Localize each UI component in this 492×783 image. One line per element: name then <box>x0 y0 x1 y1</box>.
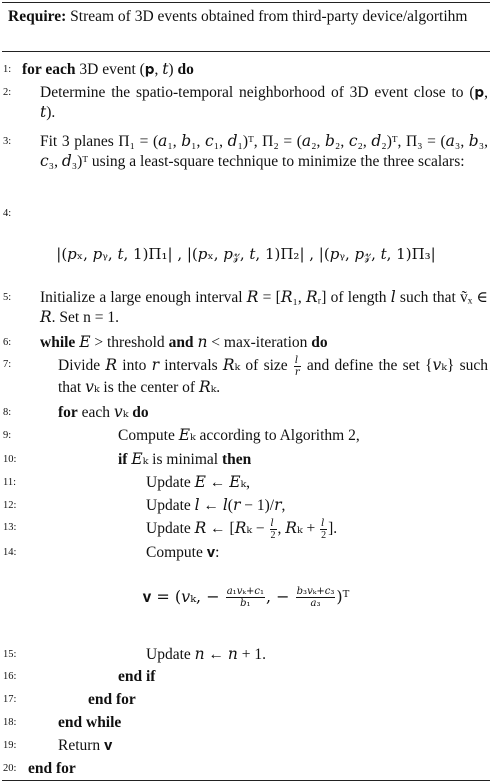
equation-velocity: 𝐯 = (𝑣ₖ, − $\frac{\text{𝑎₁𝑣ₖ+𝑐₁}}{\text{𝑏₁}}$ , − $\frac{\text{𝑏₃𝑣ₖ+𝑐₃}}{\text{𝑎₃}}$ )ᵀ <box>142 586 350 609</box>
fraction-2: $\frac{\text{𝑏₃𝑣ₖ+𝑐₃}}{\text{𝑎₃}}$ <box>296 586 335 609</box>
bottom-rule <box>2 780 490 781</box>
fraction-l-over-2-a: $\frac{\text{𝑙}}{2}$ <box>270 518 276 541</box>
algorithm-box: Require: Stream of 3D events obtained from third-party device/algortihm 1: for each 3D event (𝐩, 𝑡) do 2: Determine the spatio-temporal neighborhood of 3D event close to (𝐩, 𝑡). 3: Fit 3 planes Π₁ = (𝑎₁, 𝑏₁, 𝑐₁, 𝑑₁)ᵀ, Π₂ = (𝑎₂, 𝑏₂, 𝑐₂, 𝑑₂)ᵀ, Π₃ = (𝑎₃, 𝑏₃, 𝑐₃, 𝑑₃)ᵀ using a least-square technique to minimize the three scalars: 4: |(𝑝ₓ, 𝑝ᵧ, 𝑡, 1)Π₁| , |(𝑝ₓ, 𝑝𝓏, 𝑡, 1)Π₂| , |(𝑝ᵧ, 𝑝𝓏, 𝑡, 1)Π₃| 5: Initialize a large enough interval 𝑅 = [𝑅₁, 𝑅ᵣ] of length 𝑙 such that ṽₓ ∈ 𝑅. Set n = 1. 6: while 𝐸 > threshold and 𝑛 < max-iteration do 7: Divide 𝑅 into 𝑟 intervals 𝑅ₖ of size $\frac{\text{𝑙}}{\text{𝑟}}$ and define the set {𝑣ₖ} such that 𝑣ₖ is the center of 𝑅ₖ. 8: for each 𝑣ₖ do 9: Compute 𝐸ₖ according to Algorithm 2, 10: if 𝐸ₖ is minimal then 11: Update 𝐸 ← 𝐸ₖ, 12: Update 𝑙 ← 𝑙(𝑟 − 1)/𝑟, 13: Update 𝑅 ← [𝑅ₖ − $\frac{\text{𝑙}}{2}$ , 𝑅ₖ + $\frac{\text{𝑙}}{2}$ ]. 14: Compute 𝐯: 𝐯 = (𝑣ₖ, − $\frac{\text{𝑎₁𝑣ₖ+𝑐₁}}{\text{𝑏₁}}$ , − $\frac{\text{𝑏₃𝑣ₖ+𝑐₃}}{\text{𝑎₃}}$ )ᵀ 15: Update 𝑛 ← 𝑛 + 1. 16: end if 17: end for 18: end while 19: Return 𝐯 20: end for <box>0 0 492 783</box>
top-rule <box>2 2 490 3</box>
fraction-1: $\frac{\text{𝑎₁𝑣ₖ+𝑐₁}}{\text{𝑏₁}}$ <box>226 586 264 609</box>
require-text: Stream of 3D events obtained from third-party device/algortihm <box>70 8 468 25</box>
fraction-l-over-r: $\frac{\text{𝑙}}{\text{𝑟}}$ <box>294 355 300 378</box>
equation-residuals: |(𝑝ₓ, 𝑝ᵧ, 𝑡, 1)Π₁| , |(𝑝ₓ, 𝑝𝓏, 𝑡, 1)Π₂| , |(𝑝ᵧ, 𝑝𝓏, 𝑡, 1)Π₃| <box>56 245 436 263</box>
require-line <box>8 7 484 27</box>
fraction-l-over-2-b: $\frac{\text{𝑙}}{2}$ <box>321 518 327 541</box>
header-rule <box>2 51 490 52</box>
require-label: Require: <box>8 8 67 25</box>
